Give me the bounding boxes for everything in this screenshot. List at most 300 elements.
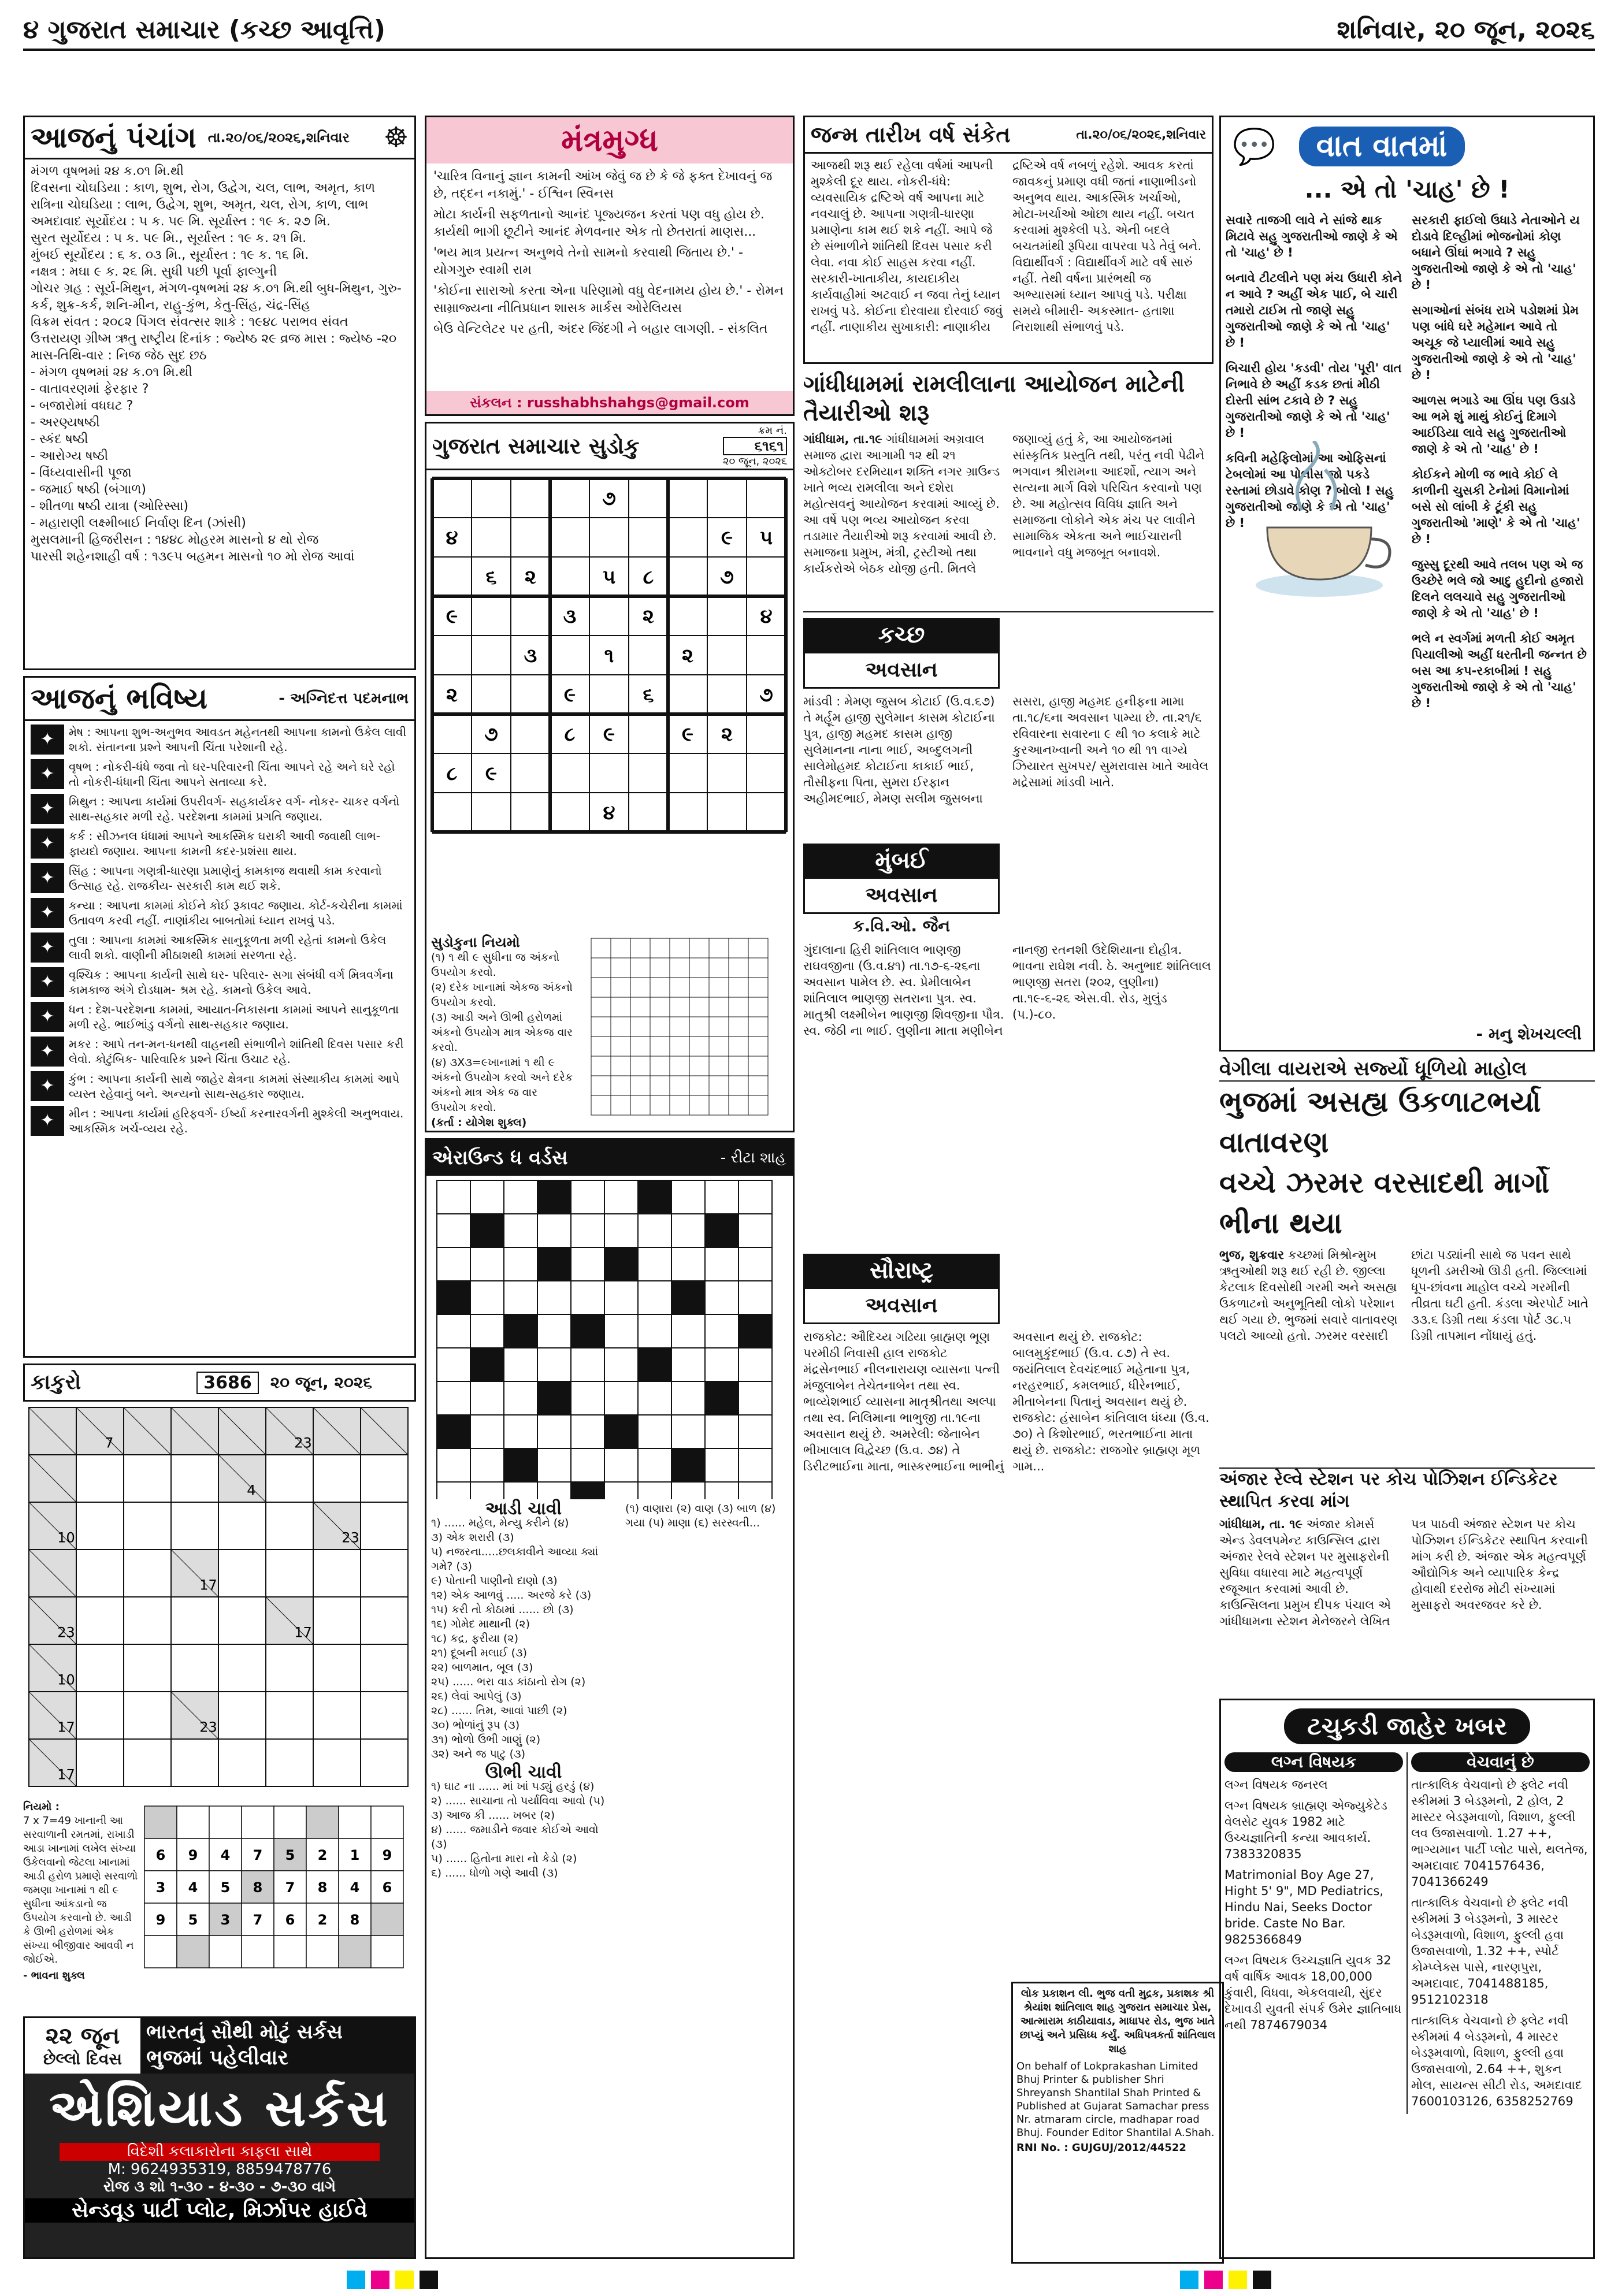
sudoku-solution-cell [670, 1095, 689, 1115]
classified-title: ટચુકડી જાહેર ખબર [1284, 1708, 1530, 1744]
crossword-cell [437, 1214, 470, 1247]
across-clue: ૩) એક શરારી (૩) [431, 1531, 514, 1544]
across-clue: ૨૨) બાળમાત, બૂલ (૩) [431, 1661, 533, 1674]
classified-ad: તાત્કાલિક વેચવાનો છે ફ્લેટ નવી સ્કીમમાં 4 બેડરૂમનો, 4 માસ્ટર બેડરૂમવાળો, વિશાળ, ફુલ્લી હવા ઉજાસવાળો, 2.64 ++, શુકન મોલ, સાયન્સ સીટી રોડ, અમદાવાદ 7600103126, 6358252769 [1411, 2013, 1582, 2108]
down-clue: ૩) આજ કી ...... ખબર (૨) [431, 1809, 555, 1822]
sudoku-digit: ૯ [446, 605, 458, 628]
crossword-grid [426, 1176, 793, 1499]
kakuro-solution-cell [209, 1806, 242, 1838]
sudoku-cell [747, 793, 786, 832]
rashi-text: મીન : આપના કાર્યમાં હરિફવર્ગ- ઈર્ષ્યા કરનારવર્ગની મુશ્કેલી અનુભવાય. આકસ્મિક ખર્ચ-વ્યય રહે. [69, 1106, 404, 1135]
rashi-text: સિંહ : આપના ગણત્રી-ધારણા પ્રમાણેનું કામકાજ થવાથી કામ કરવાનો ઉત્સાહ રહે. રાજકીય- સરકારી કામ થઈ શકે. [69, 864, 382, 893]
crossword-solution: (૧) વાણારા (૨) વાણ (૩) બાળ (૪) ગયા (૫) માણા (૬) સરસ્વતી... [625, 1502, 776, 1529]
panchang-line: મુસલમાની હિજરીસન : ૧૪૪૮ મોહરમ માસનો ૪ થો રોજ [31, 533, 319, 547]
kakuro-clue: 17 [57, 1766, 75, 1783]
crossword-cell [604, 1448, 638, 1482]
sudoku-digit: ૨ [643, 605, 654, 628]
crossword-cell [638, 1247, 671, 1281]
crossword-cell [671, 1448, 705, 1482]
sudoku-solution-cell [650, 1036, 670, 1056]
circus-line2: ભુજમાં પહેલીવાર [146, 2046, 288, 2070]
crossword-cell [571, 1314, 604, 1348]
across-clue: ૩૨) અને જ પાટુ (૩) [431, 1748, 526, 1760]
sudoku-solution-cell [591, 1076, 611, 1095]
vaat-subtitle: ... એ તો 'ચાહ' છે ! [1304, 175, 1510, 203]
crossword-cell [705, 1482, 739, 1499]
panchang-line: - આરોગ્ય ષષ્ઠી [31, 449, 109, 463]
circus-phone: M: 9624935319, 8859478776 [107, 2161, 332, 2178]
sudoku-solution-cell [591, 1036, 611, 1056]
sudoku-solution-cell [611, 1017, 630, 1036]
crossword-cell [739, 1281, 772, 1314]
ramlila-headline[interactable]: ગાંધીધામમાં રામલીલાના આયોજન માટેની તૈયારીઓ શરૂ [803, 371, 1185, 426]
panchang-title: આજનું પંચાંગ [31, 120, 196, 154]
crossword-cell [437, 1381, 470, 1415]
poem-stanza: બનાવે ટીટલીને પણ મંચ ઉધારી કોને ન આવે ? અહીં એક પાઈ, બે ચારી તમારો ટાઈમ તો જાણે સહુ ગુજરાતીઓ જાણે કે એ તો 'ચાહ' છે ! [1226, 271, 1402, 350]
bhavishya-author: - અગ્નિદત્ત પદમનાભ [279, 689, 409, 707]
crossword-cell [504, 1381, 537, 1415]
rashi-item [31, 1071, 409, 1101]
panchang-line: નક્ષત્ર : મઘા ૯ ક. ૨૬ મિ. સુધી પછી પૂર્વા ફાલ્ગુની [31, 265, 277, 279]
kakuro-solution-cell [177, 1806, 209, 1838]
sudoku-digit: ૮ [564, 723, 576, 746]
kakuro-solution-digit: 4 [220, 1847, 231, 1863]
kakuro-solution-digit: 9 [188, 1847, 198, 1863]
crossword-cell [739, 1381, 772, 1415]
vaat-author: - મનુ શેખચલ્લી [1476, 1024, 1582, 1043]
sudoku-solution-cell [611, 1056, 630, 1076]
sudoku-cell [432, 714, 472, 753]
sudoku-solution-cell [630, 958, 650, 978]
poem-stanza: સવારે તાજગી લાવે ને સાંજે થાક મિટાવે સહુ ગુજરાતીઓ જાણે કે એ તો 'ચાહ' છે ! [1226, 213, 1398, 259]
sudoku-solution-cell [630, 1017, 650, 1036]
poem-stanza: કોઈકને મોળી જ ભાવે કોઈ લે કાળીની ચુસકી ટેનોમાં વિમાનોમાં બસે સો લાંબી કે ટૂંકી સહુ ગુજરાતીઓ 'માણે' કે એ તો 'ચાહ' છે ! [1412, 467, 1580, 546]
kakuro-cell [313, 1644, 361, 1692]
kakuro-solution-digit: 2 [317, 1912, 328, 1928]
crossword-cell [537, 1482, 571, 1499]
sudoku-solution-cell [729, 1056, 748, 1076]
down-title: ઊભી ચાવી [485, 1762, 562, 1782]
sudoku-solution-cell [729, 958, 748, 978]
kakuro-cell [361, 1644, 408, 1692]
kakuro-cell [218, 1550, 266, 1597]
sudoku-cell [589, 753, 629, 793]
sudoku-cell [511, 478, 550, 518]
kakuro-solution-digit: 4 [188, 1879, 198, 1896]
across-clue: ૫) નજરના.....છલકાવીને આવ્યા ક્યાં ગમે? (૩) [431, 1545, 599, 1573]
kakuro-cell [218, 1739, 266, 1786]
kakuro-solution-digit: 6 [155, 1847, 166, 1863]
kakuro-cell [313, 1550, 361, 1597]
crossword-cell [504, 1482, 537, 1499]
sudoku-cell [707, 596, 747, 636]
crossword-cell [739, 1448, 772, 1482]
kakuro-solution-cell [144, 1935, 177, 1968]
poem-stanza: આળસ ભગાડે આ ઊંઘ પણ ઉડાડે આ ભમે શું માથું કોઈનું દિમાગે આઈડિયા લાવે સહુ ગુજરાતીઓ જાણે કે એ તો 'ચાહ' છે ! [1412, 393, 1576, 456]
sudoku-cell [707, 478, 747, 518]
kakuro-cell [361, 1692, 408, 1739]
zodiac-icon: ✦ [31, 1036, 64, 1067]
sudoku-solution-cell [650, 938, 670, 958]
crossword-cell [537, 1214, 571, 1247]
kakuro-cell [361, 1597, 408, 1644]
kakuro-clue: 23 [57, 1624, 75, 1641]
kakuro-date: ૨૦ જૂન, ૨૦૨૬ [270, 1373, 372, 1392]
sudoku-solution-cell [748, 1036, 768, 1056]
bhavishya-box [23, 676, 416, 1358]
crossword-cell [437, 1348, 470, 1381]
sudoku-solution-cell [611, 958, 630, 978]
sudoku-solution-cell [748, 938, 768, 958]
railway-headline[interactable]: અંજાર રેલ્વે સ્ટેશન પર કોચ પોઝિશન ઈન્ડિકેટર સ્થાપિત કરવા માંગ [1219, 1469, 1558, 1511]
sudoku-digit: ૩ [524, 644, 537, 667]
mantra-list [426, 164, 793, 346]
kakuro-cell [266, 1739, 313, 1786]
sudoku-solution-cell [591, 1095, 611, 1115]
rashi-text: ધન : દેશ-પરદેશના કામમાં, આયાત-નિકાસના કામમાં આપને સાનુકૂળતા મળી રહે. ભાઈભાંડુ વર્ગનો સાથ-સહકાર જણાય. [69, 1002, 399, 1031]
panchang-line: ઉત્તરાયણ ગ્રીષ્મ ઋતુ રાષ્ટ્રીય દિનાંક : જ્યેષ્ઠ ૨૯ વ્રજ માસ : જ્યેષ્ઠ -૨૦ [31, 332, 397, 346]
sudoku-solution-cell [611, 997, 630, 1017]
mantra-title: મંત્રમુગ્ધ [426, 117, 793, 164]
crossword-cell [470, 1448, 504, 1482]
kakuro-clue: 17 [57, 1719, 75, 1736]
kakuro-author: - ભાવના શુક્લ [23, 1970, 85, 1982]
sudoku-solution-cell [689, 978, 709, 997]
rashi-text: કુંભ : આપના કાર્યની સાથે જાહેર ક્ષેત્રના કામમાં સંસ્થાકીય કામમાં આપે વ્યસ્ત રહેવાનું બને. અન્યનો સાથ-સહકાર જણાય. [69, 1072, 400, 1101]
sudoku-solution-cell [670, 1017, 689, 1036]
kakuro-cell [171, 1739, 218, 1786]
kakuro-solution-digit: 9 [382, 1847, 392, 1863]
kakuro-solution-digit: 9 [155, 1912, 166, 1928]
crossword-cell [671, 1381, 705, 1415]
sudoku-solution-grid [580, 932, 793, 1123]
across-clue: ૨૮) ...... તિમ, આવાં પાછી (૨) [431, 1704, 567, 1717]
sudoku-solution-cell [748, 978, 768, 997]
sudoku-digit: ૪ [603, 801, 615, 824]
kakuro-clue: 7 [105, 1435, 114, 1451]
crossword-cell [705, 1448, 739, 1482]
circus-venue: સેન્ડવૂડ પાર્ટી પ્લોટ, મિર્ઝાપર હાઈવે [25, 2198, 414, 2223]
sudoku-solution-cell [729, 1076, 748, 1095]
kakuro-solution-digit: 6 [285, 1912, 295, 1928]
sudoku-digit: ૬ [485, 566, 497, 589]
crossword-cell [638, 1415, 671, 1448]
sudoku-cell [747, 753, 786, 793]
sudoku-solution-cell [650, 1095, 670, 1115]
panchang-line: - મહારાણી લક્ષ્મીબાઈ નિર્વાણ દિન (ઝાંસી) [31, 516, 246, 530]
rashi-item [31, 932, 409, 963]
sudoku-solution-cell [748, 997, 768, 1017]
crossword-cell [705, 1180, 739, 1214]
panchang-line: ગોચર ગ્રહ : સૂર્ય-મિથુન, મંગળ-વૃષભમાં ૨૪ ક.૦૧ મિ.થી બુધ-મિથુન, ગુરુ-કર્ક, શુક્ર-કર્ક, શનિ-મીન, રાહુ-કુંભ, કેતુ-સિંહ, ચંદ્ર-સિંહ [31, 281, 402, 313]
birthday-box [803, 116, 1214, 364]
panchang-line: વિક્રમ સંવત : ૨૦૮૨ પિંગલ સંવત્સર શાકે : ૧૯૪૮ પરાભવ સંવત [31, 315, 348, 329]
sudoku-box [425, 422, 795, 1132]
sudoku-solution-cell [630, 1056, 650, 1076]
speech-icon: 💬 [1233, 126, 1276, 167]
crossword-cell [571, 1448, 604, 1482]
sudoku-cell [550, 636, 589, 675]
ganesh-icon: ☸ [383, 121, 409, 154]
crossword-cell [571, 1381, 604, 1415]
sudoku-cell [707, 753, 747, 793]
kakuro-cell [76, 1455, 124, 1502]
crossword-cell [705, 1247, 739, 1281]
sudoku-solution-cell [650, 1056, 670, 1076]
sudoku-digit: ૨ [446, 683, 458, 707]
zodiac-icon: ✦ [31, 967, 64, 997]
sudoku-solution-cell [689, 1095, 709, 1115]
crossword-cell [470, 1247, 504, 1281]
crossword-cell [437, 1314, 470, 1348]
sudoku-solution-cell [670, 997, 689, 1017]
crossword-cell [638, 1348, 671, 1381]
sudoku-solution-cell [709, 1017, 729, 1036]
zodiac-icon: ✦ [31, 1106, 64, 1136]
panchang-line: દિવસના ચોઘડિયા : કાળ, શુભ, રોગ, ઉદ્વેગ, ચલ, લાભ, અમૃત, કાળ [31, 181, 376, 195]
rashi-item [31, 1106, 409, 1136]
sudoku-cell [511, 518, 550, 557]
crossword-cell [537, 1180, 571, 1214]
kakuro-cell [76, 1644, 124, 1692]
kakuro-cell [218, 1502, 266, 1550]
sudoku-author: (કર્તા : યોગેશ શુક્લ) [431, 1116, 527, 1129]
kakuro-solution-cell [242, 1935, 274, 1968]
sudoku-solution-cell [748, 1076, 768, 1095]
crossword-cell [671, 1214, 705, 1247]
sudoku-solution-cell [729, 1036, 748, 1056]
sudoku-solution-cell [591, 1017, 611, 1036]
sudoku-solution-cell [650, 1076, 670, 1095]
sudoku-date: ૨૦ જૂન, ૨૦૨૬ [722, 455, 787, 467]
sudoku-cell [668, 675, 707, 714]
crossword-cell [638, 1314, 671, 1348]
rashi-item [31, 829, 409, 859]
sudoku-solution-cell [709, 1095, 729, 1115]
sudoku-cell [629, 478, 668, 518]
sudoku-cell [472, 675, 511, 714]
kakuro-clue: 4 [247, 1482, 256, 1499]
circus-shows: રોજ ૩ શો ૧-૩૦ - ૪-૩૦ - ૭-૩૦ વાગે [103, 2178, 336, 2195]
kakuro-cell [76, 1739, 124, 1786]
sudoku-rule: (૧) ૧ થી ૯ સુધીના જ અંકનો ઉપયોગ કરવો. [431, 951, 560, 979]
crossword-cell [470, 1180, 504, 1214]
sudoku-rules-title: સુડોકુના નિયમો [431, 934, 520, 950]
vaat-box [1219, 116, 1595, 1052]
crossword-cell [470, 1482, 504, 1499]
masthead-left: ૪ ગુજરાત સમાચાર (કચ્છ આવૃત્તિ) [23, 15, 386, 44]
crossword-cell [671, 1180, 705, 1214]
sudoku-cell [707, 675, 747, 714]
publisher-gu: લોક પ્રકાશન લી. ભુજ વતી મુદ્રક, પ્રકાશક શ્રી શ્રેયાંશ શાંતિલાલ શાહ ગુજરાત સમાચાર પ્રેસ, આત્મારામ કાઠીયાવાડ, માધાપર રોડ, ભુજ ખાતે છાપ્યું અને પ્રસિધ્ધ કર્યું. અધિપત્રકર્તા શાંતિલાલ શાહ [1019, 1987, 1216, 2055]
vaat-poem-right [1407, 210, 1593, 723]
sudoku-digit: ૭ [759, 683, 773, 707]
crossword-cell [739, 1180, 772, 1214]
sudoku-cell [668, 518, 707, 557]
sudoku-solution-cell [748, 1056, 768, 1076]
crossword-cell [671, 1314, 705, 1348]
sudoku-cell [589, 596, 629, 636]
weather-text: કચ્છમાં મિશ્રોન્મુખ ઋતુઓથી શરૂ થઈ રહી છે. જીલ્લા કેટલાક દિવસોથી ગરમી અને અસહ્ય ઉકળાટનો અનુભૂતિથી લોકો પરેશાન થઈ ગયા છે. ભુજમાં સવારે વાતાવરણ પલટો આવ્યો હતો. ઝરમર વરસાદી છાંટા પડ્યાંની સાથે જ પવન સાથે ધૂળની ડમરીઓ ઊડી હતી. જિલ્લામાં ધૂપ-છાંવના માહોલ વચ્ચે ગરમીની તીવ્રતા ઘટી હતી. કંડલા એરપોર્ટ ખાતે ૩૩.૬ ડિગ્રી તથા કંડલા પોર્ટ ૩૮.૫ ડિગ્રી તાપમાન નોંધાયું હતું. [1219, 1248, 1589, 1343]
sudoku-digit: ૯ [563, 683, 576, 707]
sudoku-cell [629, 518, 668, 557]
kakuro-cell [124, 1692, 171, 1739]
sudoku-digit: ૬ [643, 683, 654, 707]
registration-marks [347, 2271, 1271, 2294]
circus-name: એશિયાડ સર્કસ [49, 2078, 390, 2138]
publisher-en: On behalf of Lokprakashan Limited Bhuj Printer & publisher Shri Shreyansh Shantilal Shah Printed & Published at Gujarat Samachar press Nr. atmaram circle, madhapar road Bhuj. Founder Editor Shantilal A.Shah. [1016, 2060, 1215, 2139]
kakuro-solution-digit: 1 [350, 1847, 360, 1863]
across-clue: ૨૫) ...... ભરા વાડ કાંઠાનો રોગ (૨) [431, 1675, 586, 1688]
classified-ad: Matrimonial Boy Age 27, Hight 5' 9", MD Pediatrics, Hindu Nai, Seeks Doctor bride. Caste No Bar. 9825366849 [1224, 1868, 1384, 1946]
sudoku-solution-cell [689, 938, 709, 958]
sudoku-digit: ૯ [721, 526, 733, 549]
crossword-cell [705, 1214, 739, 1247]
crossword-cell [671, 1281, 705, 1314]
sudoku-solution-cell [748, 958, 768, 978]
poem-stanza: ભલે ન સ્વર્ગમાં મળતી કોઈ અમૃત પિયાલીઓ અહીં ધરતીની જન્નત છે બસ આ કપ-રકાબીમાં ! સહુ ગુજરાતીઓ જાણે કે એ તો 'ચાહ' છે ! [1412, 631, 1587, 710]
sudoku-digit: ૭ [602, 487, 616, 510]
kakuro-solution-cell [371, 1903, 403, 1935]
sudoku-cell [432, 793, 472, 832]
sudoku-solution-cell [611, 978, 630, 997]
sudoku-cell [432, 478, 472, 518]
panchang-line: - બજારોમાં વધઘટ ? [31, 399, 133, 413]
sudoku-cell [550, 478, 589, 518]
crossword-cell [638, 1448, 671, 1482]
crossword-cell [604, 1348, 638, 1381]
mantra-box [425, 116, 795, 416]
sudoku-solution-cell [729, 997, 748, 1017]
kakuro-cell [124, 1597, 171, 1644]
kakuro-cell [361, 1455, 408, 1502]
sudoku-solution-cell [650, 1017, 670, 1036]
sudoku-solution-cell [709, 1036, 729, 1056]
panchang-line: - વાતાવરણમાં ફેરફાર ? [31, 382, 149, 396]
sudoku-cell [432, 636, 472, 675]
kakuro-cell [171, 1502, 218, 1550]
sudoku-solution-cell [729, 938, 748, 958]
weather-headline1[interactable]: ભુજમાં અસહ્ય ઉકળાટભર્યા વાતાવરણ [1219, 1085, 1541, 1159]
sudoku-solution-cell [591, 938, 611, 958]
sudoku-digit: ૨ [682, 644, 693, 667]
sudoku-solution-cell [709, 1076, 729, 1095]
weather-kicker: વેગીલા વાયરાએ સર્જ્યો ધૂળિયો માહોલ [1219, 1057, 1595, 1082]
crossword-cell [470, 1381, 504, 1415]
kakuro-cell [124, 1455, 171, 1502]
down-clue: ૧) ઘાટ ના ...... માં ખાં પડ્યું હરડું (૪) [431, 1780, 595, 1793]
kakuro-cell [124, 1739, 171, 1786]
across-clue: ૧) ...... મહેલ, મેન્યુ કરીને (૪) [431, 1517, 569, 1529]
crossword-cell [604, 1214, 638, 1247]
weather-headline2[interactable]: વચ્ચે ઝરમર વરસાદથી માર્ગો ભીના થયા [1219, 1166, 1550, 1240]
kakuro-cell [313, 1455, 361, 1502]
mumbai-avsan [803, 844, 1214, 1248]
crossword-cell [437, 1482, 470, 1499]
crossword-cell [604, 1381, 638, 1415]
kakuro-solution-cell [306, 1935, 339, 1968]
panchang-box [23, 116, 416, 670]
sudoku-cell [747, 557, 786, 596]
mantra-quote: 'ચારિત્ર વિનાનું જ્ઞાન કામની આંખ જેવું જ છે કે જે ફક્ત દેખાવનું જ છે, તદ્દન નકામું.' - ઈશ્વિન સ્વિનસ [433, 169, 773, 201]
across-clue: ૧૨) એક આળવું ..... અરજે કરે (૩) [431, 1589, 592, 1602]
kakuro-solution-digit: 7 [253, 1912, 263, 1928]
kakuro-grid [23, 1402, 416, 1800]
classified-ad: લગ્ન વિષયક જનરલ [1224, 1778, 1328, 1792]
sudoku-cell [589, 518, 629, 557]
kutch-sub: અવસાન [803, 652, 1000, 689]
sudoku-solution-cell [709, 997, 729, 1017]
birthday-text: આજથી શરૂ થઈ રહેલા વર્ષમાં આપની મુશ્કેલી દૂર થાય. નોકરી-ધંધે: વ્યવસાયિક દ્રષ્ટિએ વર્ષ આપના માટે નવચાલું છે. આપના ગણત્રી-ધારણા પ્રમાણેના કામ થઈ શકે નહીં. આપે જે છે સંભાળીને શાંતિથી દિવસ પસાર કરી લેવા. નવા કોઈ સાહસ કરવા નહીં. સરકારી-ખાતાકીય, કાયદાકીય કાર્યવાહીમાં અટવાઈ ન જવા તેનું ધ્યાન રાખવું પડે. કોઈના દોરવાયા દોરવાઈ જવું નહીં. નાણાકીય સુખાકારી: નાણાકીય દ્રષ્ટિએ વર્ષ નબળું રહેશે. આવક કરતાં જાવકનું પ્રમાણ વધી જતાં નાણાભીડનો અનુભવ થાય. આકસ્મિક ખર્ચાઓ, મોટા-ખર્ચાઓ ઓછા થાય નહીં. બચત કરવામાં મુશ્કેલી પડે. એની બદલે બચતમાંથી રૂપિયા વાપરવા પડે તેવું બને. વિદ્યાર્થીવર્ગ : વિદ્યાર્થીવર્ગ માટે વર્ષ સારું નહીં. તેથી વર્ષના પ્રારંભથી જ અભ્યાસમાં ધ્યાન આપવું પડે. પરીક્ષા સમયે બીમારી- અકસ્માત- હતાશા નિરાશાથી સંભાળવું પડે. [811, 158, 1202, 334]
ramlila-article [803, 370, 1214, 612]
kakuro-solution-digit: 5 [220, 1879, 231, 1896]
sudoku-solution-cell [630, 1095, 650, 1115]
sudoku-cell [747, 478, 786, 518]
kakuro-cell [124, 1550, 171, 1597]
sudoku-solution-cell [670, 978, 689, 997]
across-clue: ૯) પોતાની પાણીનો દાણો (૩) [431, 1574, 558, 1587]
kakuro-clue: 23 [294, 1435, 312, 1451]
kakuro-solution-cell [242, 1806, 274, 1838]
sudoku-num-label: ક્રમ નં. [758, 425, 787, 437]
panchang-line: - અરણ્યષષ્ઠી [31, 415, 100, 430]
kakuro-clue: 10 [57, 1529, 75, 1546]
rashi-item [31, 1002, 409, 1032]
across-clue: ૩૧) ભોળો ઉભી ગાણું (૨) [431, 1733, 541, 1746]
crossword-cell [470, 1281, 504, 1314]
sudoku-cell [668, 753, 707, 793]
kakuro-solution-digit: 3 [155, 1879, 166, 1896]
mumbai-title: મુંબઈ [875, 847, 928, 874]
mantra-credit: સંકલન : russhabhshahgs@gmail.com [426, 391, 793, 414]
crossword-cell [437, 1415, 470, 1448]
crossword-cell [537, 1247, 571, 1281]
sudoku-solution-cell [689, 1017, 709, 1036]
kakuro-clue: 17 [199, 1577, 217, 1593]
sudoku-solution-cell [650, 958, 670, 978]
crossword-cell [739, 1348, 772, 1381]
zodiac-icon: ✦ [31, 932, 64, 963]
sudoku-rules [431, 950, 575, 1115]
vaat-title: વાત વાતમાં [1299, 127, 1465, 166]
classified-ad: તાત્કાલિક વેચવાનો છે ફ્લેટ નવી સ્કીમમાં 3 બેડરૂમનો, 3 માસ્ટર બેડરૂમવાળો, વિશાળ, ફુલ્લી હવા ઉજાસવાળો, 1.32 ++, સ્પોર્ટ કોમ્પ્લેક્સ પાસે, નારણપુરા, અમદાવાદ, 7041488185, 9512102318 [1411, 1896, 1568, 2007]
crossword-cell [504, 1348, 537, 1381]
sudoku-digit: ૫ [602, 566, 616, 589]
sudoku-solution-cell [729, 1095, 748, 1115]
sudoku-cell [472, 478, 511, 518]
kakuro-solution-digit: 7 [285, 1879, 295, 1896]
sudoku-cell [629, 793, 668, 832]
for-sale-title: વેચવાનું છે [1411, 1752, 1590, 1772]
kakuro-cell [266, 1644, 313, 1692]
crossword-cell [537, 1415, 571, 1448]
zodiac-icon: ✦ [31, 1002, 64, 1032]
down-clue: ૫) ...... હિતોના મારા નો કેડો (૨) [431, 1852, 577, 1865]
crossword-cell [604, 1180, 638, 1214]
sudoku-cell [550, 753, 589, 793]
kakuro-clue: 10 [57, 1671, 75, 1688]
crossword-cell [604, 1482, 638, 1499]
kutch-text: માંડવી : મેમણ જુસબ કોટાઈ (ઉ.વ.૬૭) તે મર્હૂમ હાજી સુલેમાન કાસમ કોટાઈના પુત્ર, હાજી મહમદ કાસમ હાજી સુલેમાનના નાના ભાઈ, અબ્દુલગની સાલેમોહમદ કોટાઈના કાકાઈ ભાઈ, તૌસીફના પિતા, સુમરા ઈરફાન અહીમદભાઈ, મેમણ સલીમ જુસબના સસરા, હાજી મહમદ હનીફના મામા તા.૧૮/૬ના અવસાન પામ્યા છે. તા.૨૧/૬ રવિવારના સવારના ૯ થી ૧૦ કલાકે માટે કુરઆનખ્વાની અને ૧૦ થી ૧૧ વાગ્યે ઝિયારત સુખપર/ સુમરાવાસ ખાતે આવેલ મદ્રેસામાં માંડવી ખાતે. [803, 694, 1209, 805]
panchang-line: - વિંધ્યવાસીની પૂજા [31, 466, 132, 480]
circus-ad[interactable] [23, 2016, 416, 2259]
sudoku-solution-cell [630, 938, 650, 958]
crossword-cell [537, 1314, 571, 1348]
bhavishya-list [25, 721, 414, 1144]
sudoku-solution-cell [591, 978, 611, 997]
kakuro-box [23, 1364, 416, 2011]
kakuro-solution-cell [274, 1806, 306, 1838]
